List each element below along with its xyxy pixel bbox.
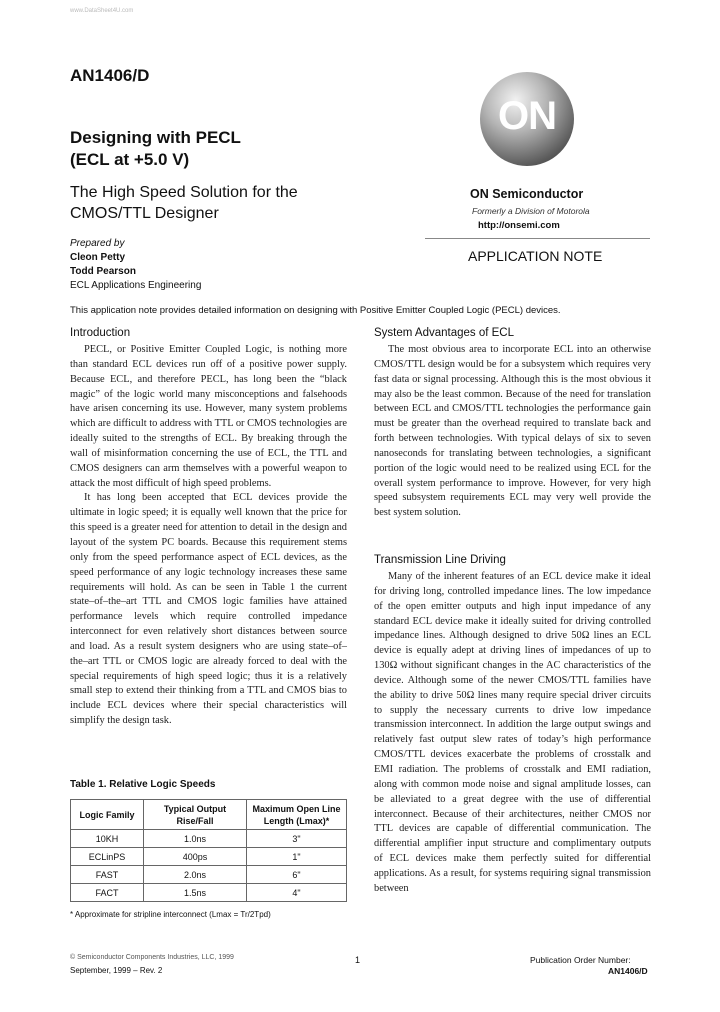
title-line-1: Designing with PECL — [70, 128, 241, 147]
table-row — [71, 884, 347, 902]
page-number: 1 — [355, 955, 361, 965]
prepared-by-label: Prepared by — [70, 238, 125, 249]
table-cell: 10KH — [71, 830, 144, 848]
transmission-body — [374, 570, 651, 897]
table-header-row — [71, 800, 347, 830]
table-cell: 1.0ns — [144, 830, 247, 848]
subtitle-line-2: CMOS/TTL Designer — [70, 205, 219, 222]
table-cell: 6" — [247, 866, 347, 884]
summary-line: This application note provides detailed information on designing with Positive Emitter Coupled Logic (PECL) devices. — [70, 305, 561, 316]
table-caption: Table 1. Relative Logic Speeds — [70, 779, 216, 790]
publication-label: Publication Order Number: — [530, 955, 631, 965]
company-formerly: Formerly a Division of Motorola — [472, 206, 590, 216]
header-max-length: Maximum Open Line Length (Lmax)* — [247, 800, 347, 830]
table-cell: 400ps — [144, 848, 247, 866]
table-row — [71, 830, 347, 848]
introduction-paragraph-1: PECL, or Positive Emitter Coupled Logic, is nothing more than standard ECL devices run off of a positive power supply. Because ECL, and therefore PECL, has long been the “black magic” of the logic world many misconceptions and falsehoods have arisen concerning its use. However, many system problems which are difficult to address with TTL or CMOS technologies are ideally suited to the strengths of ECL. By breaking through the wall of misinformation concerning the use of ECL, the TTL and CMOS designers can arm themselves with a powerful weapon to attack the most difficult of high speed problems. — [70, 344, 347, 489]
table-cell: FACT — [71, 884, 144, 902]
table-cell: 1" — [247, 848, 347, 866]
prepared-by-block — [70, 237, 201, 293]
table-cell: 2.0ns — [144, 866, 247, 884]
transmission-heading: Transmission Line Driving — [374, 554, 506, 566]
table-row — [71, 866, 347, 884]
table-cell: FAST — [71, 866, 144, 884]
system-advantages-body — [374, 343, 651, 521]
system-advantages-paragraph: The most obvious area to incorporate ECL into an otherwise CMOS/TTL design would be for a subsystem which requires very fast data or signal processing. Although this is the most obvious it may also be the least common. Because of the need for translation between ECL and CMOS/TTL technologies the performance gain must be greater than the overhead required to translate back and forth between technologies. With typical delays of six to seven nanoseconds for translating between technologies, a significant portion of the logic would need to be realized using ECL for the overall system performance to improve. However, for very high speed subsystem requirements ECL may very well provide the best system solution. — [374, 344, 651, 519]
table-footnote: * Approximate for stripline interconnect (Lmax = Tr/2Tpd) — [70, 910, 271, 919]
introduction-paragraph-2: It has long been accepted that ECL devices provide the ultimate in logic speed; it is equally well known that the price for this speed is a greater need for attention to detail in the design and layout of the system PC boards. Because this requirement stems only from the speed performance aspect of ECL devices, as the speed performance of any logic technology increases these same requirements will hold. As can be seen in Table 1 the current state–of–the–art TTL and CMOS logic families have attained performance levels which require controlled impedance interconnect for even relatively short distances between source and load. As a result system designers who are using state–of–the–art TTL or CMOS logic are already forced to deal with the special requirements of high speed logic; thus it is a relatively small step to extend their thinking from a TTL and CMOS bias to include ECL devices where their special characteristics will simplify the design task. — [70, 492, 347, 727]
application-note-label: APPLICATION NOTE — [468, 248, 603, 264]
author-name: Cleon Petty — [70, 252, 126, 263]
transmission-paragraph: Many of the inherent features of an ECL device make it ideal for driving long, controlled impedance lines. The low impedance of the open emitter outputs and high input impedance of any standard ECL device make it ideally suited for driving controlled impedance lines. Although designed to drive 50Ω lines an ECL device is equally adept at driving lines of impedances of up to 130Ω without significant changes in the AC characteristics of the device. Although some of the newer CMOS/TTL families have the ability to drive 50Ω lines many require special driver circuits to supply the necessary currents to drive low impedance transmission interconnect. In addition the large output swings and relatively fast output slew rates of today’s high performance CMOS/TTL devices exacerbate the problems of crosstalk and EMI radiation. The problems of crosstalk and EMI radiation, along with common mode noise and signal amplitude losses, can be alleviated to a great degree with the use of differential interconnect. Because of their architectures, neither CMOS nor TTL devices are capable of differential communication. The differential amplifier input structure and complimentary outputs of ECL devices make them perfectly suited for differential applications. As a result, for systems requiring signal transmission between — [374, 571, 651, 894]
introduction-body — [70, 343, 347, 729]
company-name: ON Semiconductor — [470, 187, 584, 201]
logo-text: ON — [498, 94, 556, 138]
publication-number: AN1406/D — [608, 966, 648, 976]
header-divider — [425, 238, 650, 239]
author-name: Todd Pearson — [70, 266, 136, 277]
company-url[interactable]: http://onsemi.com — [478, 220, 560, 231]
watermark: www.DataSheet4U.com — [70, 8, 134, 14]
table-cell: ECLinPS — [71, 848, 144, 866]
document-id: AN1406/D — [70, 66, 150, 85]
document-title — [70, 127, 241, 171]
introduction-heading: Introduction — [70, 327, 131, 339]
table-cell: 4" — [247, 884, 347, 902]
table-row — [71, 848, 347, 866]
revision-date: September, 1999 – Rev. 2 — [70, 966, 163, 975]
document-subtitle — [70, 182, 298, 224]
title-line-2: (ECL at +5.0 V) — [70, 150, 190, 169]
logic-speeds-table — [70, 799, 347, 902]
system-advantages-heading: System Advantages of ECL — [374, 327, 514, 339]
header-logic-family: Logic Family — [71, 800, 144, 830]
header-rise-fall: Typical Output Rise/Fall — [144, 800, 247, 830]
subtitle-line-1: The High Speed Solution for the — [70, 184, 298, 201]
department: ECL Applications Engineering — [70, 280, 202, 291]
copyright: © Semiconductor Components Industries, LLC, 1999 — [70, 954, 234, 961]
table-cell: 1.5ns — [144, 884, 247, 902]
table-cell: 3" — [247, 830, 347, 848]
